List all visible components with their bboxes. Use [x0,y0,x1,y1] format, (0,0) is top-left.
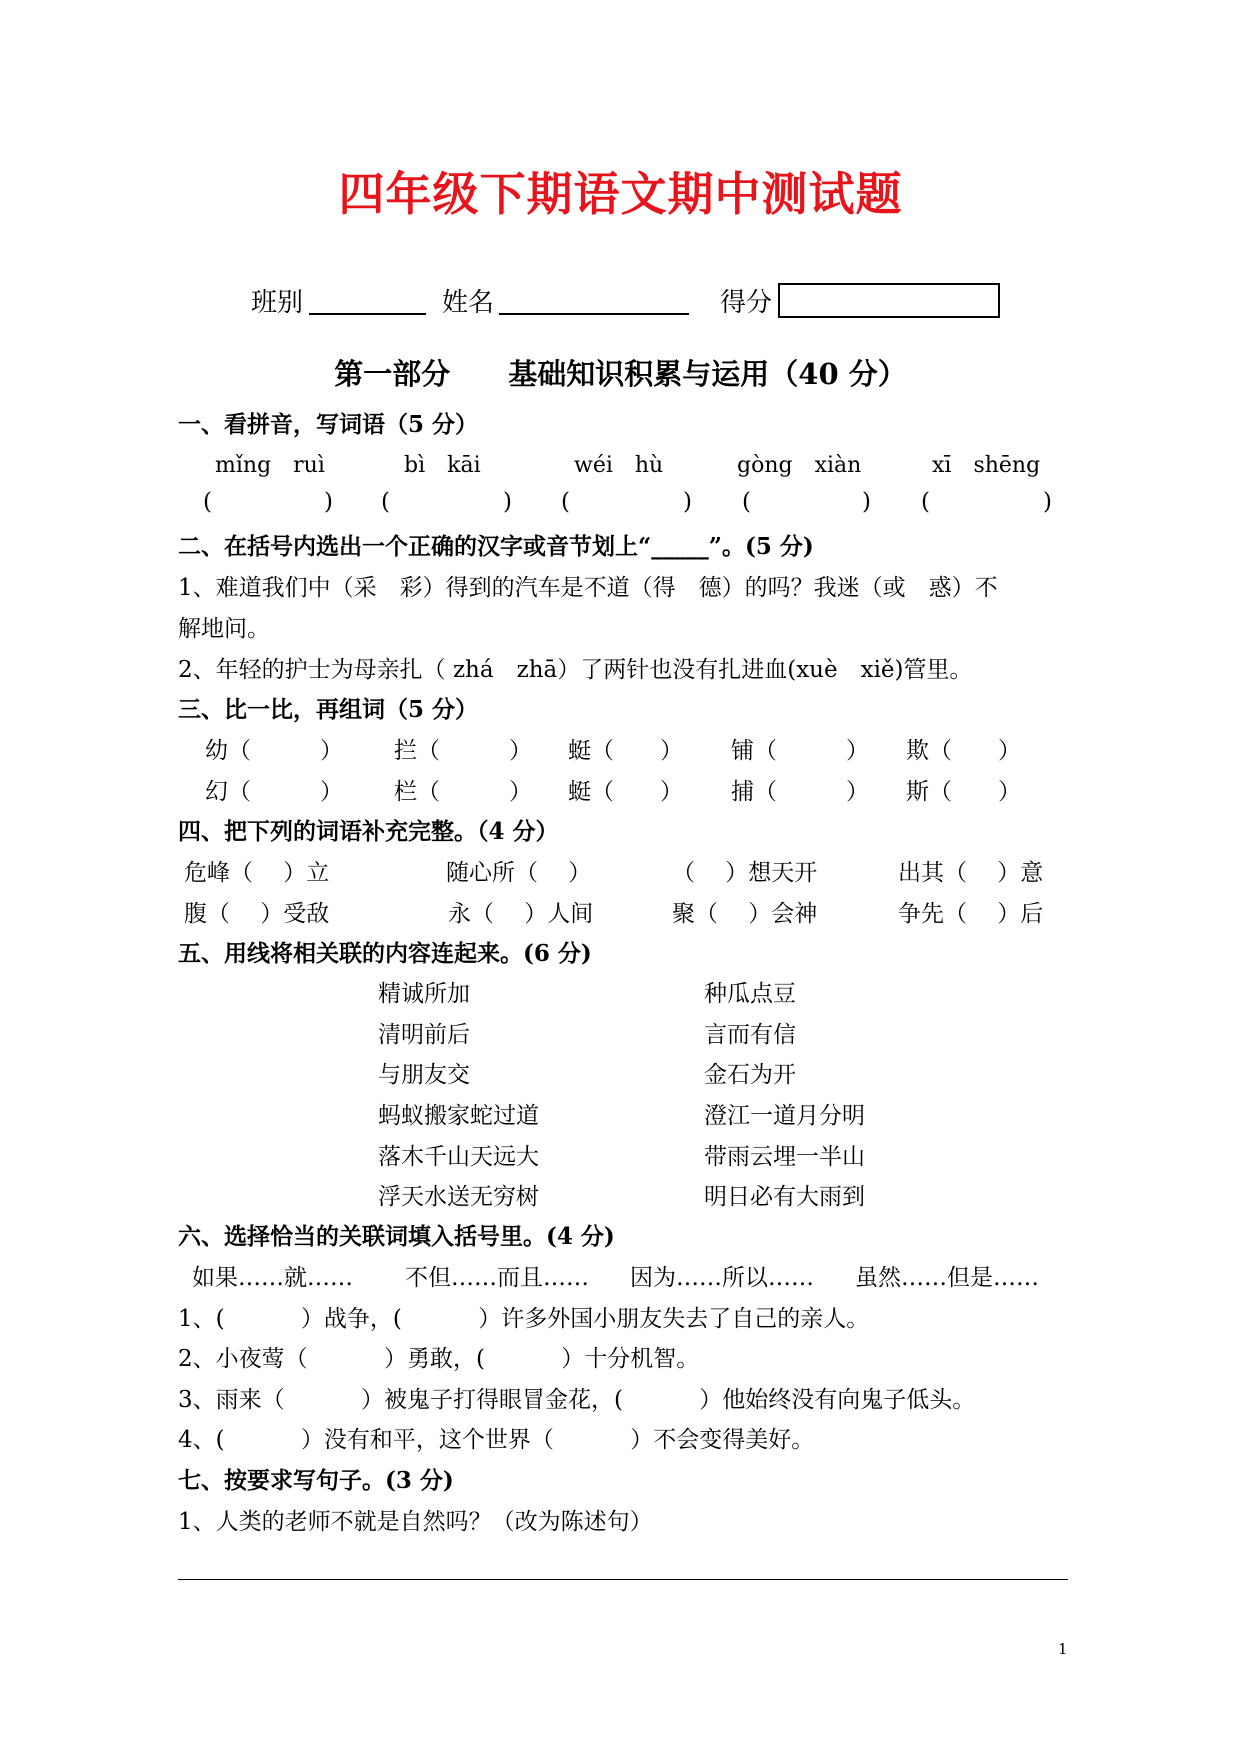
score-label: 得分 [720,288,773,318]
q5-heading: 五、用线将相关联的内容连起来。(6 分) [178,940,592,967]
q2-heading: 二、在括号内选出一个正确的汉字或音节划上“_____”。(5 分) [178,533,814,560]
q4-r1-c2: 随心所（ ） [446,860,592,886]
q3-r1-c3: 蜓（ ） [568,738,683,764]
q6-option-3: 因为……所以…… [630,1265,814,1291]
class-blank[interactable] [309,313,426,315]
q5-right-6: 明日必有大雨到 [704,1184,865,1210]
q4-heading: 四、把下列的词语补充完整。（4 分） [178,818,559,845]
q4-r1-c3: （ ）想天开 [672,860,818,886]
q6-item-1: 1、( ）战争，( ）许多外国小朋友失去了自己的亲人。 [178,1306,870,1332]
part-one-heading: 第一部分 基础知识积累与运用（40 分） [334,357,907,391]
q6-item-4: 4、( ）没有和平，这个世界（ ）不会变得美好。 [178,1427,815,1453]
q1-heading: 一、看拼音，写词语（5 分） [178,411,479,438]
page-number: 1 [1058,1640,1068,1658]
q6-option-2: 不但……而且…… [405,1265,589,1291]
q6-item-3: 3、雨来（ ）被鬼子打得眼冒金花，( ）他始终没有向鬼子低头。 [178,1387,976,1413]
page-title: 四年级下期语文期中测试题 [338,167,903,221]
q5-right-5: 带雨云埋一半山 [704,1144,865,1170]
q1-paren-close-2: ) [503,489,512,515]
q2-item-2: 2、年轻的护士为母亲扎（ zhá zhā）了两针也没有扎进血(xuè xiě)管里。 [178,657,973,683]
class-label: 班别 [251,288,304,318]
q4-r1-c4: 出其（ ）意 [898,860,1044,886]
q3-r2-c1: 幻（ ） [205,779,343,805]
q5-left-2: 清明前后 [378,1022,470,1048]
q1-paren-close-5: ) [1043,489,1052,515]
q4-r2-c3: 聚（ ）会神 [672,901,818,927]
q7-heading: 七、按要求写句子。(3 分) [178,1467,454,1494]
q1-paren-open-3: ( [561,489,570,515]
q3-r1-c5: 欺（ ） [906,738,1021,764]
q5-right-4: 澄江一道月分明 [704,1103,865,1129]
q3-r1-c2: 拦（ ） [394,738,532,764]
q4-r1-c1: 危峰（ ）立 [184,860,330,886]
q6-option-1: 如果……就…… [192,1265,353,1291]
q3-r2-c5: 斯（ ） [906,779,1021,805]
q1-paren-open-2: ( [381,489,390,515]
q3-heading: 三、比一比，再组词（5 分） [178,696,479,723]
q5-right-2: 言而有信 [704,1022,796,1048]
answer-line[interactable] [178,1579,1068,1580]
score-box[interactable] [778,283,1000,318]
q1-paren-open-1: ( [203,489,212,515]
q5-right-1: 种瓜点豆 [704,981,796,1007]
q5-left-3: 与朋友交 [378,1062,470,1088]
q6-item-2: 2、小夜莺（ ）勇敢，( ）十分机智。 [178,1346,700,1372]
q1-pinyin-3: wéi hù [574,453,664,478]
q1-pinyin-5: xī shēng [932,453,1041,478]
q5-left-6: 浮天水送无穷树 [378,1184,539,1210]
q5-left-5: 落木千山天远大 [378,1144,539,1170]
q4-r2-c1: 腹（ ）受敌 [184,901,330,927]
q4-r2-c2: 永（ ）人间 [448,901,594,927]
q5-left-1: 精诚所加 [378,981,470,1007]
q7-item-1: 1、人类的老师不就是自然吗？（改为陈述句） [178,1509,653,1535]
q1-pinyin-1: mǐng ruì [215,453,325,478]
q3-r2-c4: 捕（ ） [731,779,869,805]
q1-paren-open-5: ( [921,489,930,515]
q3-r1-c4: 铺（ ） [731,738,869,764]
q5-left-4: 蚂蚁搬家蛇过道 [378,1103,539,1129]
q3-r2-c3: 蜓（ ） [568,779,683,805]
q2-item-1: 1、难道我们中（采 彩）得到的汽车是不道（得 德）的吗？我迷（或 惑）不 [178,575,998,601]
q1-paren-open-4: ( [742,489,751,515]
q3-r2-c2: 栏（ ） [394,779,532,805]
q1-paren-close-4: ) [862,489,871,515]
q1-paren-close-3: ) [683,489,692,515]
name-label: 姓名 [442,288,495,318]
q1-pinyin-2: bì kāi [404,453,481,478]
q5-right-3: 金石为开 [704,1062,796,1088]
name-blank[interactable] [499,313,689,315]
q2-item-1-cont: 解地问。 [178,616,270,642]
q4-r2-c4: 争先（ ）后 [898,901,1044,927]
q6-option-4: 虽然……但是…… [855,1265,1039,1291]
q3-r1-c1: 幼（ ） [205,738,343,764]
q1-paren-close-1: ) [324,489,333,515]
q1-pinyin-4: gòng xiàn [737,453,862,478]
q6-heading: 六、选择恰当的关联词填入括号里。(4 分) [178,1223,615,1250]
